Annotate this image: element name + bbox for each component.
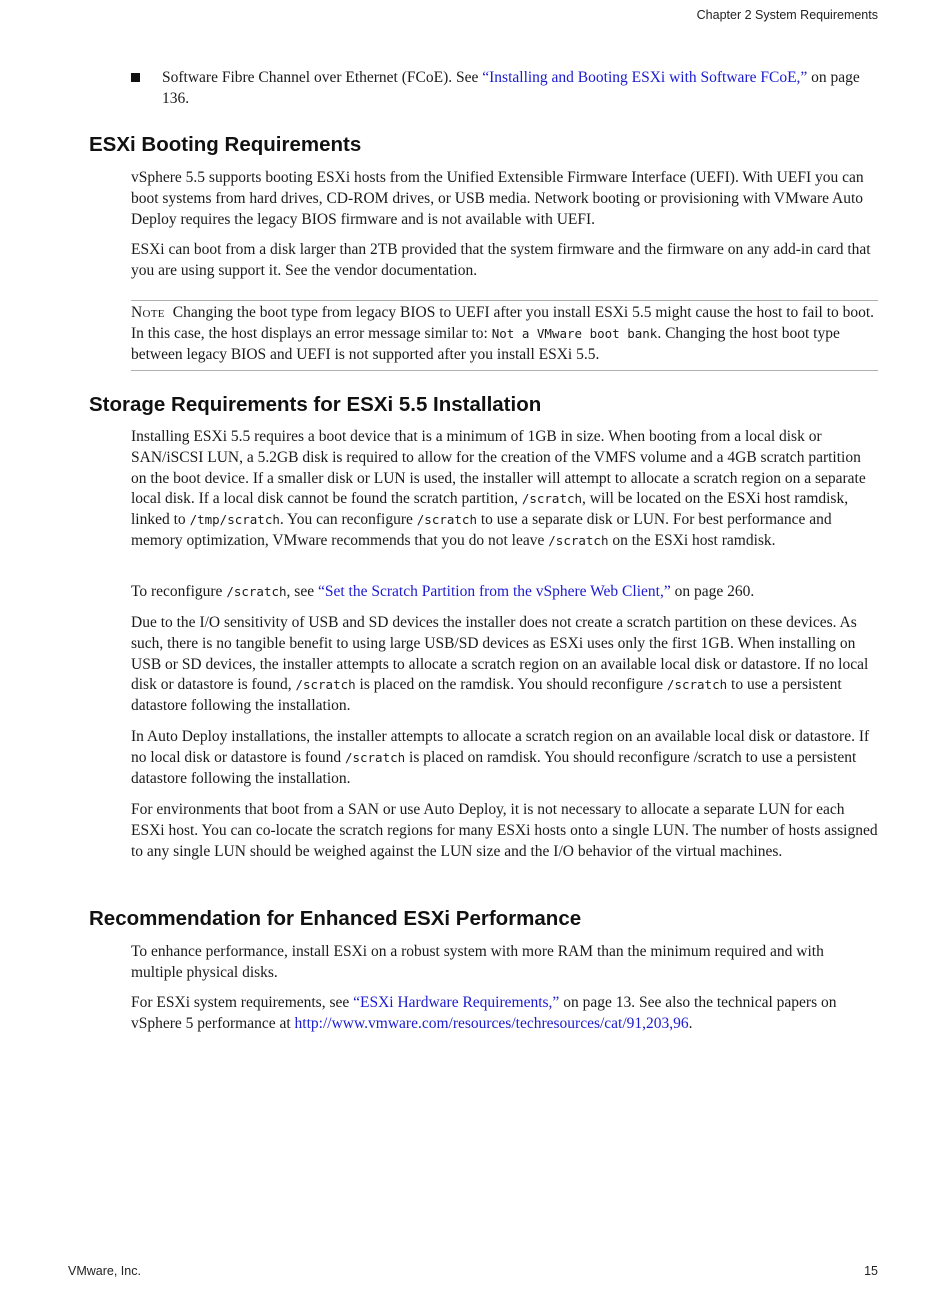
text: To reconfigure [131,583,227,600]
bullet-item [131,67,881,109]
booting-paragraph-1: vSphere 5.5 supports booting ESXi hosts from the Unified Extensible Firmware Interface (UEFI). With UEFI you can boot systems from hard drives, CD-ROM drives, or USB media. Network booting or provisioning with VMware Auto Deploy requires the legacy BIOS firmware and is not available with UEFI. [131,169,864,228]
note-text-1: Changing the boot type from legacy BIOS to UEFI after you install ESXi 5.5 might cause the host to fail to boot. In this case, the host displays an error message similar to: [131,304,875,342]
text: , will be located on the ESXi host ramdisk, linked to [131,490,849,529]
footer-company: VMware, Inc. [68,1264,141,1278]
code-scratch: /scratch [226,584,287,599]
code-scratch: /scratch [295,677,356,693]
storage-paragraph-2 [131,582,879,603]
text: on the ESXi host ramdisk. [608,531,776,549]
performance-paragraph-2 [131,993,879,1035]
storage-paragraph-3 [131,613,879,717]
storage-paragraph-1 [131,427,879,552]
storage-paragraph-4 [131,727,879,789]
heading-enhanced-performance: Recommendation for Enhanced ESXi Performance [89,907,582,930]
text: Due to the I/O sensitivity of USB and SD devices the installer does not create a scratch partition on these devices. As such, there is no tangible benefit to using large USB/SD devices as ESXi uses only the first 1GB. When installing on USB or SD devices, the installer attempts to allocate a scratch region on an available local disk or datastore. If no local disk or datastore is found, [131,614,869,694]
hardware-requirements-link[interactable]: “ESXi Hardware Requirements,” [353,994,560,1011]
code-scratch: /scratch [521,491,583,507]
text: In Auto Deploy installations, the installer attempts to allocate a scratch region on an available local disk or datastore. If no local disk or datastore is found [131,728,870,766]
storage-paragraph-5: For environments that boot from a SAN or use Auto Deploy, it is not necessary to allocate a separate LUN for each ESXi host. You can co-locate the scratch regions for many ESXi hosts onto a single LUN. The number of hosts assigned to any single LUN should be weighed against the LUN size and the I/O behavior of the virtual machines. [131,801,878,860]
text: to use a separate disk or LUN. For best performance and memory optimization, VMware recommends that you do not leave [131,511,832,549]
code-tmp-scratch: /tmp/scratch [189,512,280,528]
footer-page-number: 15 [864,1264,878,1278]
text: . [688,1014,693,1032]
text: on page 260. [670,583,755,600]
code-scratch: /scratch [666,677,728,693]
performance-paragraph-1: To enhance performance, install ESXi on a robust system with more RAM than the minimum required and with multiple physical disks. [131,943,824,981]
text: Installing ESXi 5.5 requires a boot device that is a minimum of 1GB in size. When booting from a local disk or SAN/iSCSI LUN, a 5.2GB disk is required to allow for the creation of the VMFS volume and a 4GB scratch partition on the boot device. If a smaller disk or LUN is used, the installer will attempt to allocate a scratch region on a separate local disk. If a local disk cannot be found the scratch partition, [131,428,866,508]
note-code: Not a VMware boot bank [491,325,658,341]
heading-storage-requirements: Storage Requirements for ESXi 5.5 Installation [89,393,542,416]
text: to use a persistent datastore following the installation. [131,676,842,715]
code-scratch: /scratch [416,512,477,528]
text: For ESXi system requirements, see [131,994,354,1011]
code-scratch: /scratch [344,749,406,765]
text: , see [286,583,318,600]
heading-esxi-booting: ESXi Booting Requirements [89,133,362,156]
fcoe-link[interactable]: “Installing and Booting ESXi with Software FCoE,” [482,69,808,86]
text: on page 13. See also the technical papers on vSphere 5 performance at [131,994,837,1032]
bullet-text-after: on page 136. [162,69,860,107]
text: . You can reconfigure [279,511,417,529]
square-bullet-icon [131,73,140,82]
text: is placed on ramdisk. You should reconfigure /scratch to use a persistent datastore following the installation. [131,748,857,787]
bullet-text [162,67,881,109]
text: is placed on the ramdisk. You should reconfigure [355,676,667,694]
running-header: Chapter 2 System Requirements [696,8,878,22]
note-label: Note [131,304,165,321]
techresources-url-link[interactable]: http://www.vmware.com/resources/techresources/cat/91,203,96 [294,1014,689,1032]
note-box [131,300,878,371]
code-scratch: /scratch [548,532,609,548]
booting-paragraph-2: ESXi can boot from a disk larger than 2TB provided that the system firmware and the firmware on any add-in card that you are using support it. See the vendor documentation. [131,241,871,279]
scratch-partition-link[interactable]: “Set the Scratch Partition from the vSphere Web Client,” [317,583,671,600]
note-text-2: . Changing the host boot type between legacy BIOS and UEFI is not supported after you install ESXi 5.5. [131,324,840,363]
bullet-text-before: Software Fibre Channel over Ethernet (FCoE). See [162,69,483,86]
